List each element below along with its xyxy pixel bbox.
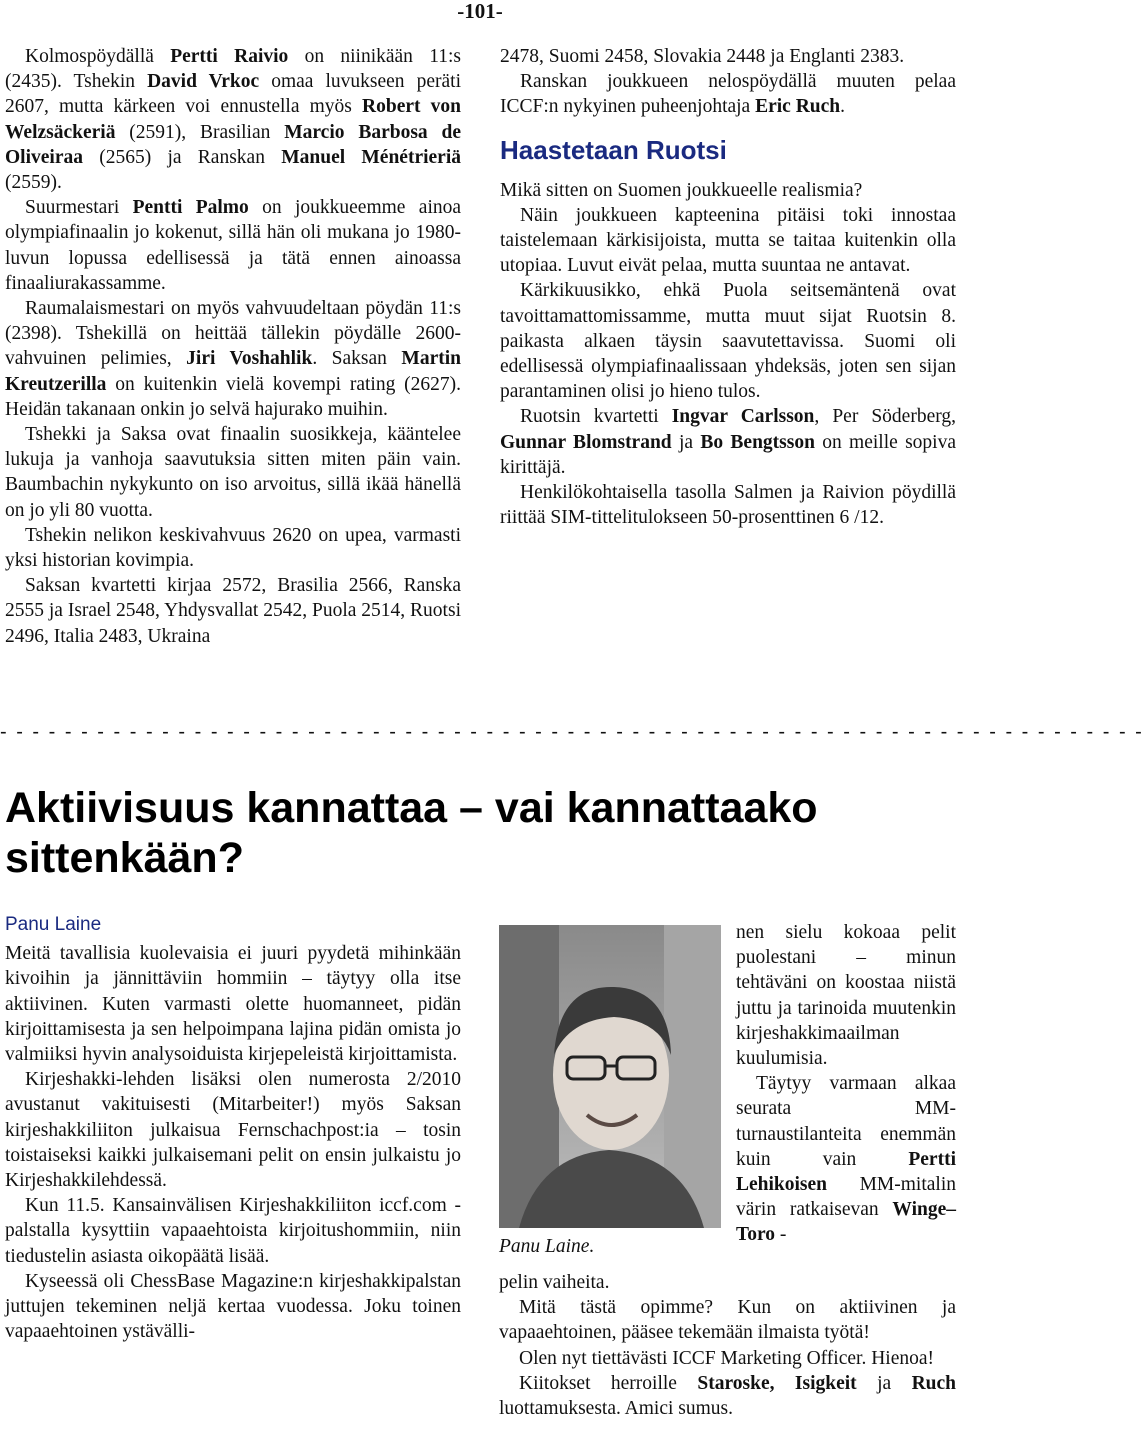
top-right-column xyxy=(500,44,956,530)
bold-name: Gunnar Blomstrand xyxy=(500,431,672,453)
article-narrow-column xyxy=(736,920,956,1248)
bold-name: Winge–Toro xyxy=(736,1199,956,1246)
paragraph: Kun 11.5. Kansainvälisen Kirjeshakkiliiton iccf.com -palstalla kysyttiin vapaaehtoista kirjoitushommiin, niin tiedustelin asiasta oikopäätä lisää. xyxy=(5,1195,461,1267)
bold-name: David Vrkoc xyxy=(147,71,260,93)
bold-name: Jiri Voshahlik xyxy=(186,348,313,370)
photo-caption: Panu Laine. xyxy=(499,1236,595,1257)
paragraph: Ranskan joukkueen nelospöydällä muuten pelaa ICCF:n nykyinen puheenjohtaja Eric Ruch. xyxy=(500,71,956,118)
paragraph: Näin joukkueen kapteenina pitäisi toki innostaa taistelemaan kärkisijoista, mutta se taitaa kuitenkin olla utopiaa. Luvut eivät pelaa, mutta suuntaa ne antavat. xyxy=(500,204,956,277)
portrait-image xyxy=(499,925,721,1228)
paragraph: Olen nyt tiettävästi ICCF Marketing Officer. Hienoa! xyxy=(519,1347,935,1369)
paragraph: Suurmestari Pentti Palmo on joukkueemme ainoa olympiafinaalin jo kokenut, sillä hän oli mukana jo 1980-luvun lopussa edellisessä ja tätä ennen ainoassa finaaliurakassamme. xyxy=(5,197,462,294)
dashed-separator: - - - - - - - - - - - - - - - - - - - - - - - - - - - - - - - - - - - - - - - - - - - - - - - - - - - - - - - - - - - - - - - - - - - - - - - xyxy=(0,721,1144,743)
article-left-body xyxy=(5,941,461,1344)
top-right-body xyxy=(500,203,956,531)
author-photo xyxy=(499,925,721,1228)
bold-name: Robert von Welzsäckeriä xyxy=(5,96,461,143)
page-number: -101- xyxy=(457,0,503,23)
question-paragraph: Mikä sitten on Suomen joukkueelle realismia? xyxy=(500,179,863,201)
paragraph: Kärkikuusikko, ehkä Puola seitsemäntenä ovat tavoittamattomissamme, mutta muut sijat Ruotsin 8. paikasta alkaen täysin saavutettavissa. Suomi oli edellisessä olympiafinaalissaan yhdeksäs, joten sen sijan parantaminen olisi jo hieno tulos. xyxy=(500,280,956,403)
paragraph: Tshekin nelikon keskivahvuus 2620 on upea, varmasti yksi historian kovimpia. xyxy=(5,524,461,572)
paragraph: Meitä tavallisia kuolevaisia ei juuri pyydetä mihinkään kivoihin ja jännittäviin hommiin – täytyy olla itse aktiivinen. Kuten varmasti olette huomanneet, pidän kirjoittamisesta ja sen helpoimpana lajina pidän omista jo valmiiksi hyvin analysoiduista kirjepeleistä kirjoittamista. xyxy=(5,943,461,1066)
article-right-column xyxy=(499,1270,956,1421)
paragraph: Tshekki ja Saksa ovat finaalin suosikkeja, kääntelee lukuja ja vanhoja saavutuksia sitten miten päin vain. Baumbachin nykykunto on iso arvoitus, sillä ikää hänellä on jo yli 80 vuotta. xyxy=(5,424,461,521)
paragraph: Mitä tästä opimme? Kun on aktiivinen ja vapaaehtoinen, pääsee tekemään ilmaista työtä! xyxy=(499,1297,956,1344)
bold-name: Eric Ruch xyxy=(755,96,841,118)
paragraph: Kirjeshakki-lehden lisäksi olen numerosta 2/2010 avustanut vakituisesti (Mitarbeiter!) myös Saksan kirjeshakkiliiton julkaisua Fernschachpost:ia – tosin toistaiseksi kaikki julkaisemani pelit on ensin julkaistu jo Kirjeshakkilehdessä. xyxy=(5,1069,461,1192)
section-heading: Haastetaan Ruotsi xyxy=(500,134,727,165)
bold-name: Ingvar Carlsson xyxy=(671,406,815,428)
paragraph: Saksan kvartetti kirjaa 2572, Brasilia 2566, Ranska 2555 ja Israel 2548, Yhdysvallat 2542, Puola 2514, Ruotsi 2496, Italia 2483, Ukraina xyxy=(5,575,461,647)
paragraph: nen sielu kokoaa pelit puolestani – minun tehtäväni on koostaa niistä juttu ja tarinoida muutenkin kirjeshakkimaailman kuulumisia. xyxy=(736,922,956,1070)
bold-name: Staroske, Isigkeit xyxy=(697,1372,857,1394)
bold-name: Manuel Ménétrieriä xyxy=(281,146,461,168)
paragraph: Täytyy varmaan alkaa seurata MM-turnaustilanteita enemmän kuin vain Pertti Lehikoisen MM-mitalin värin ratkaisevan Winge–Toro - xyxy=(736,1073,956,1246)
bold-name: Marcio Barbosa de Oliveiraa xyxy=(5,121,461,168)
paragraph: Kolmospöydällä Pertti Raivio on niinikään 11:s (2435). Tshekin David Vrkoc omaa luvukseen peräti 2607, mutta kärkeen voi ennustella myös Robert von Welzsäckeriä (2591), Brasilian Marcio Barbosa de Oliveiraa (2565) ja Ranskan Manuel Ménétrieriä (2559). xyxy=(5,46,462,194)
bold-name: Pertti Lehikoisen xyxy=(736,1148,956,1196)
paragraph: Kyseessä oli ChessBase Magazine:n kirjeshakkipalstan juttujen tekeminen neljä kertaa vuodessa. Joku toinen vapaaehtoinen ystävälli- xyxy=(5,1270,461,1343)
paragraph: Kiitokset herroille Staroske, Isigkeit ja Ruch luottamuksesta. Amici sumus. xyxy=(499,1372,956,1420)
article-headline: Aktiivisuus kannattaa – vai kannattaako sittenkään? xyxy=(5,784,818,882)
paragraph: Raumalaismestari on myös vahvuudeltaan pöydän 11:s (2398). Tshekillä on heittää tällekin pöydälle 2600-vahvuinen pelimies, Jiri Voshahlik. Saksan Martin Kreutzerilla on kuitenkin vielä kovempi rating (2627). Heidän takanaan onkin jo selvä hajurako muihin. xyxy=(5,298,461,420)
paragraph: 2478, Suomi 2458, Slovakia 2448 ja Englanti 2383. xyxy=(500,46,905,67)
bold-name: Pentti Palmo xyxy=(132,197,249,219)
paragraph: Ruotsin kvartetti Ingvar Carlsson, Per Söderberg, Gunnar Blomstrand ja Bo Bengtsson on meille sopiva kirittäjä. xyxy=(500,406,957,478)
bold-name: Pertti Raivio xyxy=(170,46,289,67)
paragraph: pelin vaiheita. xyxy=(499,1272,610,1293)
bold-name: Bo Bengtsson xyxy=(700,431,815,453)
top-right-intro xyxy=(500,44,956,120)
top-left-column xyxy=(5,44,461,649)
bold-name: Martin Kreutzerilla xyxy=(5,348,461,395)
paragraph: Henkilökohtaisella tasolla Salmen ja Raivion pöydillä riittää SIM-tittelitulokseen 50-prosenttinen 6 /12. xyxy=(500,482,956,529)
bold-name: Ruch xyxy=(911,1372,956,1394)
article-author: Panu Laine xyxy=(5,914,102,935)
article-left-column xyxy=(5,912,461,1344)
